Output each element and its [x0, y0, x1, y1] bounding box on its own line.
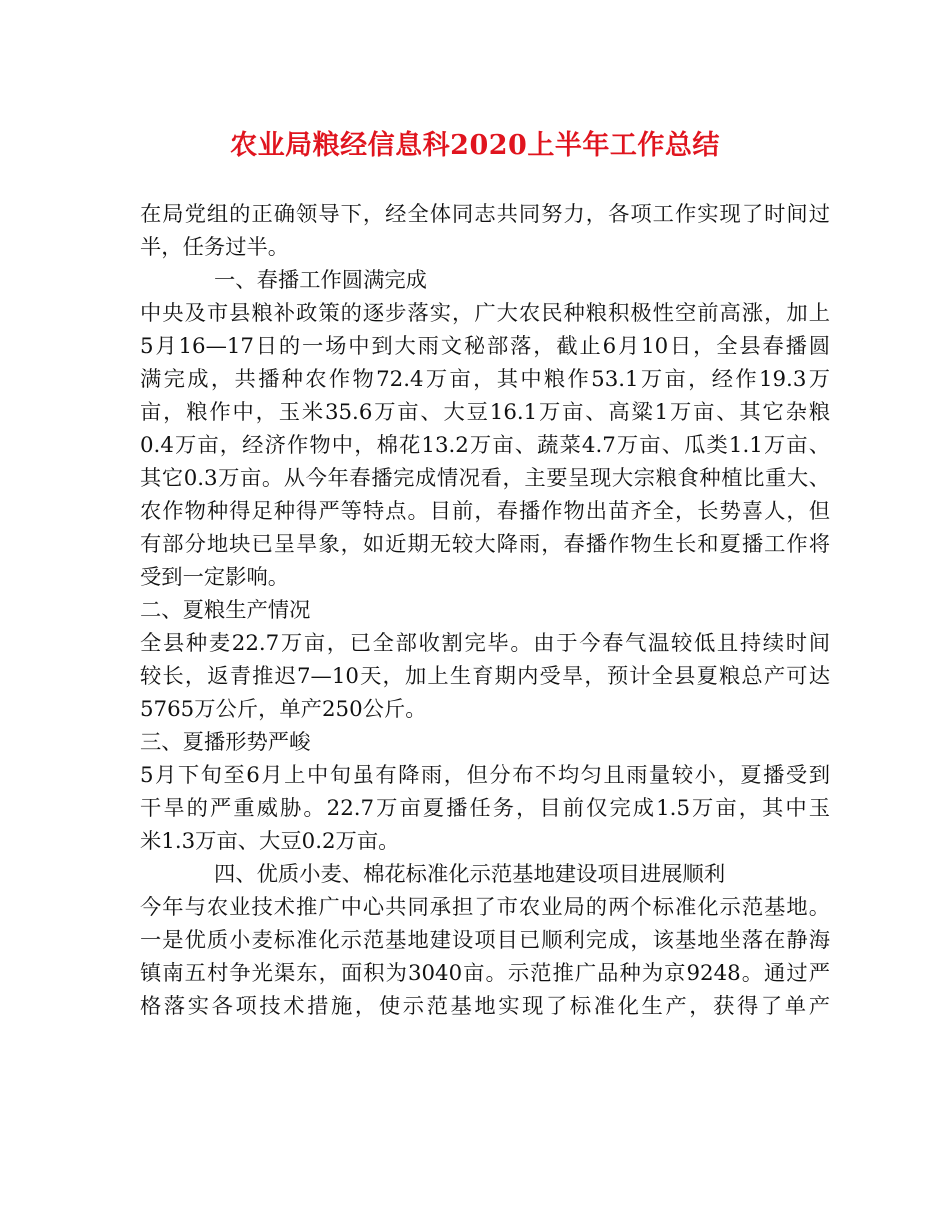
paragraph-line: 5765万公斤，单产250公斤。: [140, 697, 427, 722]
paragraph-line: 5月16—17日的一场中到大雨文秘部落，截止6月10日，全县春播圆: [140, 334, 830, 359]
paragraph-line: 5月下旬至6月上中旬虽有降雨，但分布不均匀且雨量较小，夏播受到: [140, 763, 830, 788]
paragraph-line: 中央及市县粮补政策的逐步落实，广大农民种粮积极性空前高涨，加上: [140, 301, 830, 326]
paragraph-line: 受到一定影响。: [140, 565, 290, 590]
section-heading-line: 三、夏播形势严峻: [140, 730, 311, 755]
paragraph-line: 全县种麦22.7万亩，已全部收割完毕。由于今春气温较低且持续时间: [140, 631, 830, 656]
paragraph-line: 0.4万亩，经济作物中，棉花13.2万亩、蔬菜4.7万亩、瓜类1.1万亩、: [140, 433, 830, 458]
paragraph-line: 镇南五村争光渠东，面积为3040亩。示范推广品种为京9248。通过严: [140, 961, 830, 986]
paragraph-line: 半，任务过半。: [140, 235, 290, 260]
paragraph-line: 一是优质小麦标准化示范基地建设项目已顺利完成，该基地坐落在静海: [140, 928, 830, 953]
paragraph-line: 满完成，共播种农作物72.4万亩，其中粮作53.1万亩，经作19.3万: [140, 367, 830, 392]
paragraph-line: 干旱的严重威胁。22.7万亩夏播任务，目前仅完成1.5万亩，其中玉: [140, 796, 830, 821]
document-title: 农业局粮经信息科2020上半年工作总结: [230, 130, 720, 161]
section-heading-line: 一、春播工作圆满完成: [214, 268, 427, 293]
paragraph-line: 在局党组的正确领导下，经全体同志共同努力，各项工作实现了时间过: [140, 202, 830, 227]
section-heading-line: 四、优质小麦、棉花标准化示范基地建设项目进展顺利: [214, 862, 726, 887]
paragraph-line: 亩，粮作中，玉米35.6万亩、大豆16.1万亩、高粱1万亩、其它杂粮: [140, 400, 830, 425]
paragraph-line: 米1.3万亩、大豆0.2万亩。: [140, 829, 400, 854]
section-heading-line: 二、夏粮生产情况: [140, 598, 311, 623]
paragraph-line: 较长，返青推迟7—10天，加上生育期内受旱，预计全县夏粮总产可达: [140, 664, 830, 689]
paragraph-line: 有部分地块已呈旱象，如近期无较大降雨，春播作物生长和夏播工作将: [140, 532, 830, 557]
paragraph-line: 其它0.3万亩。从今年春播完成情况看，主要呈现大宗粮食种植比重大、: [140, 466, 830, 491]
paragraph-line: 格落实各项技术措施，使示范基地实现了标准化生产，获得了单产: [140, 994, 830, 1019]
document-body: [140, 198, 830, 1023]
paragraph-line: 今年与农业技术推广中心共同承担了市农业局的两个标准化示范基地。: [140, 895, 830, 920]
paragraph-line: 农作物种得足种得严等特点。目前，春播作物出苗齐全，长势喜人，但: [140, 499, 830, 524]
